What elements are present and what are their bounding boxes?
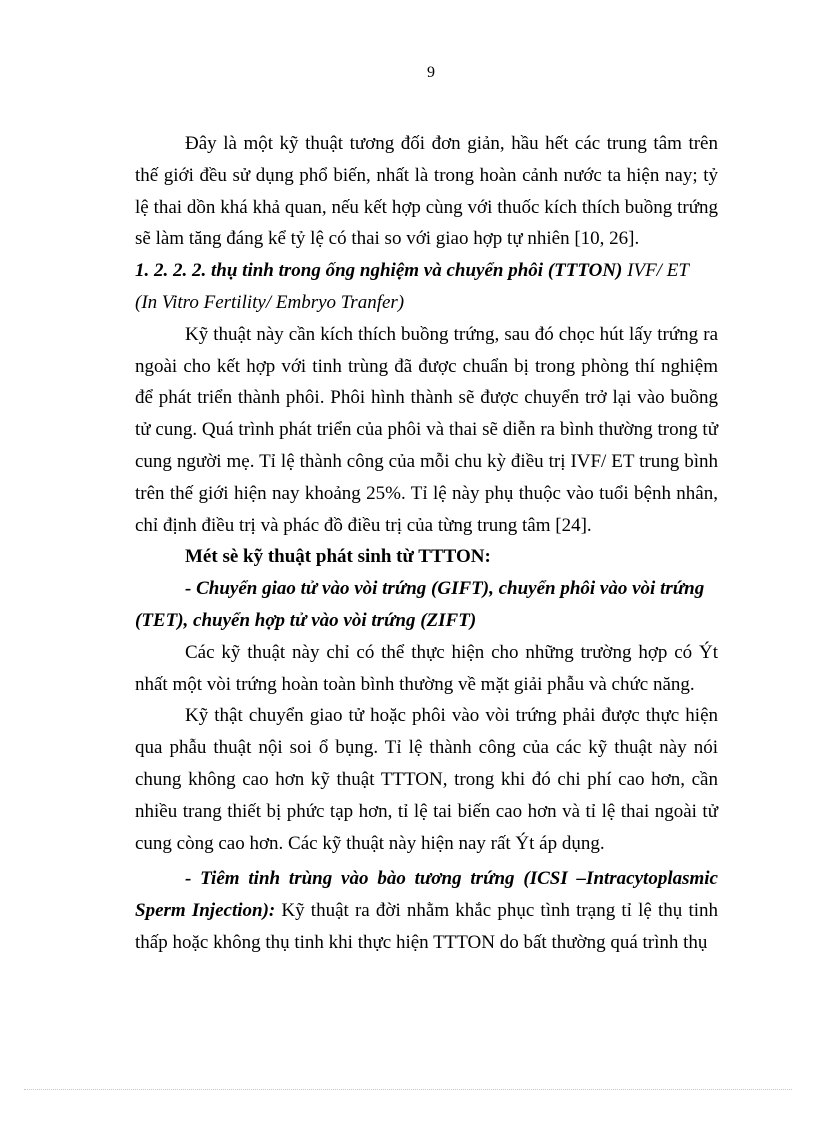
item-gift-tet-zift-title: - Chuyển giao tử vào vòi trứng (GIFT), chuyển phôi vào vòi trứng (TET), chuyển hợp tử vào vòi trứng (ZIFT) [135, 578, 705, 631]
paragraph-icsi [135, 863, 718, 958]
paragraph-iui-summary: Đây là một kỹ thuật tương đối đơn giản, hầu hết các trung tâm trên thế giới đều sử dụng phổ biến, nhất là trong hoàn cảnh nước ta hiện nay; tỷ lệ thai dồn khá khả quan, nếu kết hợp cùng với thuốc kích thích buồng trứng sẽ làm tăng đáng kể tỷ lệ có thai so với giao hợp tự nhiên [10, 26]. [135, 133, 718, 250]
page-number: 9 [427, 64, 435, 81]
paragraph-gift-requirements: Các kỹ thuật này chỉ có thể thực hiện cho những trường hợp có Ýt nhất một vòi trứng hoàn toàn bình thường về mặt giải phẫu và chức năng. [135, 641, 718, 695]
item-icsi-title: - Tiêm tinh trùng vào bào tương trứng (ICSI –Intracytoplasmic Sperm Injection): [135, 868, 718, 922]
page-bottom-rule [24, 1089, 792, 1090]
section-heading-ivf [135, 255, 718, 287]
section-heading-title: 1. 2. 2. 2. thụ tinh trong ống nghiệm và chuyển phôi (TTTON) [135, 260, 623, 282]
paragraph-gift-laparoscopy: Kỹ thật chuyển giao tử hoặc phôi vào vòi trứng phải được thực hiện qua phẫu thuật nội soi ổ bụng. Tỉ lệ thành công của các kỹ thuật này nói chung không cao hơn kỹ thuật TTTON, trong khi đó chi phí cao hơn, cần nhiều trang thiết bị phức tạp hơn, tỉ lệ tai biến cao hơn và tỉ lệ thai ngoài tử cung còng cao hơn. Các kỹ thuật này hiện nay rất Ýt áp dụng. [135, 705, 718, 854]
subheading-derived-techniques: Mét sè kỹ thuật phát sinh từ TTTON: [185, 546, 491, 568]
section-heading-abbrev: IVF/ ET [622, 260, 689, 282]
section-heading-english-text: (In Vitro Fertility/ Embryo Tranfer) [135, 291, 405, 313]
section-heading-english [135, 287, 718, 319]
paragraph-ivf-description: Kỹ thuật này cần kích thích buồng trứng, sau đó chọc hút lấy trứng ra ngoài cho kết hợp với tinh trùng đã được chuẩn bị trong phòng thí nghiệm để phát triển thành phôi. Phôi hình thành sẽ được chuyển trở lại vào buồng tử cung. Quá trình phát triển của phôi và thai sẽ diễn ra bình thường trong tử cung người mẹ. Tỉ lệ thành công của mỗi chu kỳ điều trị IVF/ ET trung bình trên thế giới hiện nay khoảng 25%. Tỉ lệ này phụ thuộc vào tuổi bệnh nhân, chỉ định điều trị và phác đồ điều trị của từng trung tâm [24]. [135, 323, 718, 536]
document-body [135, 128, 718, 959]
item-icsi-text: Kỹ thuật ra đời nhằm khắc phục tình trạng tỉ lệ thụ tinh thấp hoặc không thụ tinh khi thực hiện TTTON do bất thường quá trình thụ [135, 900, 718, 953]
